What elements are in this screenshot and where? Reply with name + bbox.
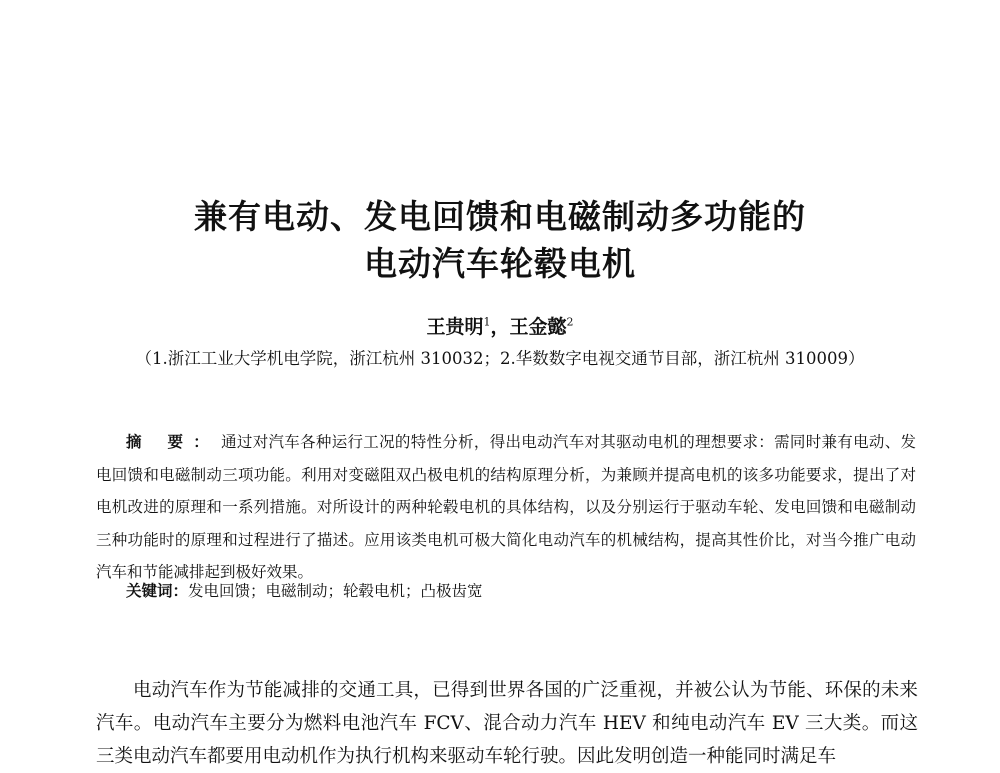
author-separator: ， xyxy=(490,316,510,338)
abstract-label: 摘 要： xyxy=(126,433,220,451)
keywords-label: 关键词： xyxy=(126,582,189,600)
keywords-text: 发电回馈；电磁制动；轮毂电机；凸极齿宽 xyxy=(188,582,483,600)
abstract-text: 通过对汽车各种运行工况的特性分析，得出电动汽车对其驱动电机的理想要求：需同时兼有电动、发电回馈和电磁制动三项功能。利用对变磁阻双凸极电机的结构原理分析，为兼顾并提高电机的该多功能要求，提出了对电机改进的原理和一系列措施。对所设计的两种轮毂电机的具体结构，以及分别运行于驱动车轮、发电回馈和电磁制动三种功能时的原理和过程进行了描述。应用该类电机可极大简化电动汽车的机械结构，提高其性价比，对当今推广电动汽车和节能减排起到极好效果。 xyxy=(96,433,916,582)
author-line xyxy=(0,312,1000,339)
author-affiliation-mark-2: 2 xyxy=(566,315,574,329)
abstract-block xyxy=(96,426,916,589)
author-affiliation-mark-1: 1 xyxy=(483,315,491,329)
paper-title-line-1: 兼有电动、发电回馈和电磁制动多功能的 xyxy=(194,197,806,236)
author-name-2: 王金懿 xyxy=(509,316,567,338)
paper-title-line-2: 电动汽车轮毂电机 xyxy=(364,244,636,283)
author-name-1: 王贵明 xyxy=(426,316,484,338)
keywords-block xyxy=(126,579,483,601)
body-paragraph: 电动汽车作为节能减排的交通工具，已得到世界各国的广泛重视，并被公认为节能、环保的未来汽车。电动汽车主要分为燃料电池汽车 FCV、混合动力汽车 HEV 和纯电动汽车 EV 三大类。而这三类电动汽车都要用电动机作为执行机构来驱动车轮行驶。因此发明创造一种能同时满足车 xyxy=(96,680,918,767)
affiliation-line: （1.浙江工业大学机电学院，浙江杭州 310032；2.华数数字电视交通节目部，浙江杭州 310009） xyxy=(135,349,865,368)
